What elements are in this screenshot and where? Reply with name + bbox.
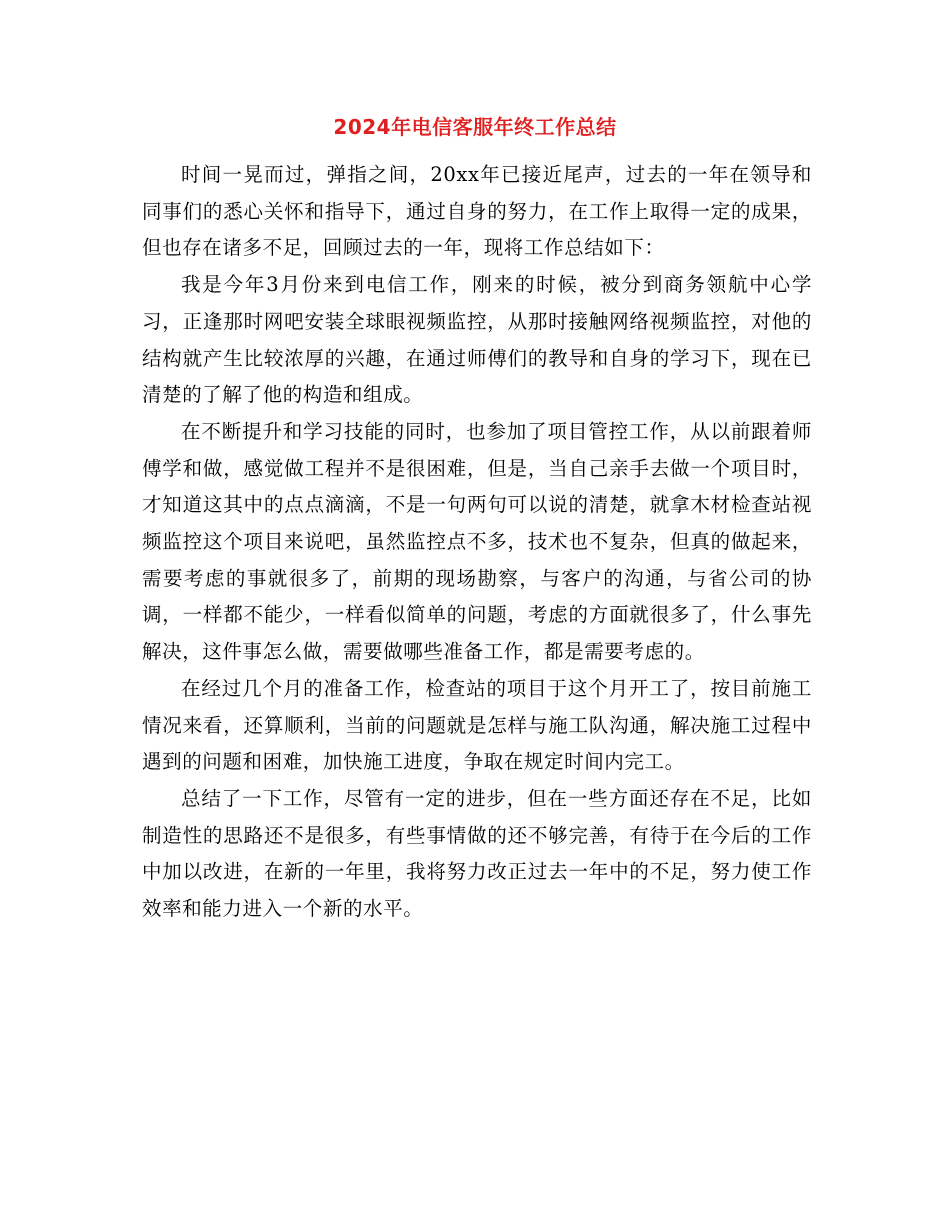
- document-title: 2024年电信客服年终工作总结: [333, 115, 617, 139]
- paragraph-construction: 在经过几个月的准备工作，检查站的项目于这个月开工了，按目前施工情况来看，还算顺利，当前的问题就是怎样与施工队沟通，解决施工过程中遇到的问题和困难，加快施工进度，争取在规定时间内完工。: [142, 676, 812, 774]
- document-body: [142, 157, 812, 928]
- paragraph-project-management: 在不断提升和学习技能的同时，也参加了项目管控工作，从以前跟着师傅学和做，感觉做工程并不是很困难，但是，当自己亲手去做一个项目时，才知道这其中的点点滴滴，不是一句两句可以说的清楚，就拿木材检查站视频监控这个项目来说吧，虽然监控点不多，技术也不复杂，但真的做起来，需要考虑的事就很多了，前期的现场勘察，与客户的沟通，与省公司的协调，一样都不能少，一样看似简单的问题，考虑的方面就很多了，什么事先解决，这件事怎么做，需要做哪些准备工作，都是需要考虑的。: [142, 419, 812, 664]
- paragraph-learning: 我是今年3月份来到电信工作，刚来的时候，被分到商务领航中心学习，正逢那时网吧安装全球眼视频监控，从那时接触网络视频监控，对他的结构就产生比较浓厚的兴趣，在通过师傅们的教导和自身的学习下，现在已清楚的了解了他的构造和组成。: [142, 273, 812, 407]
- paragraph-summary: 总结了一下工作，尽管有一定的进步，但在一些方面还存在不足，比如制造性的思路还不是很多，有些事情做的还不够完善，有待于在今后的工作中加以改进，在新的一年里，我将努力改正过去一年中的不足，努力使工作效率和能力进入一个新的水平。: [142, 786, 812, 921]
- paragraph-intro: 时间一晃而过，弹指之间，20xx年已接近尾声，过去的一年在领导和同事们的悉心关怀和指导下，通过自身的努力，在工作上取得一定的成果，但也存在诸多不足，回顾过去的一年，现将工作总结如下：: [142, 163, 812, 260]
